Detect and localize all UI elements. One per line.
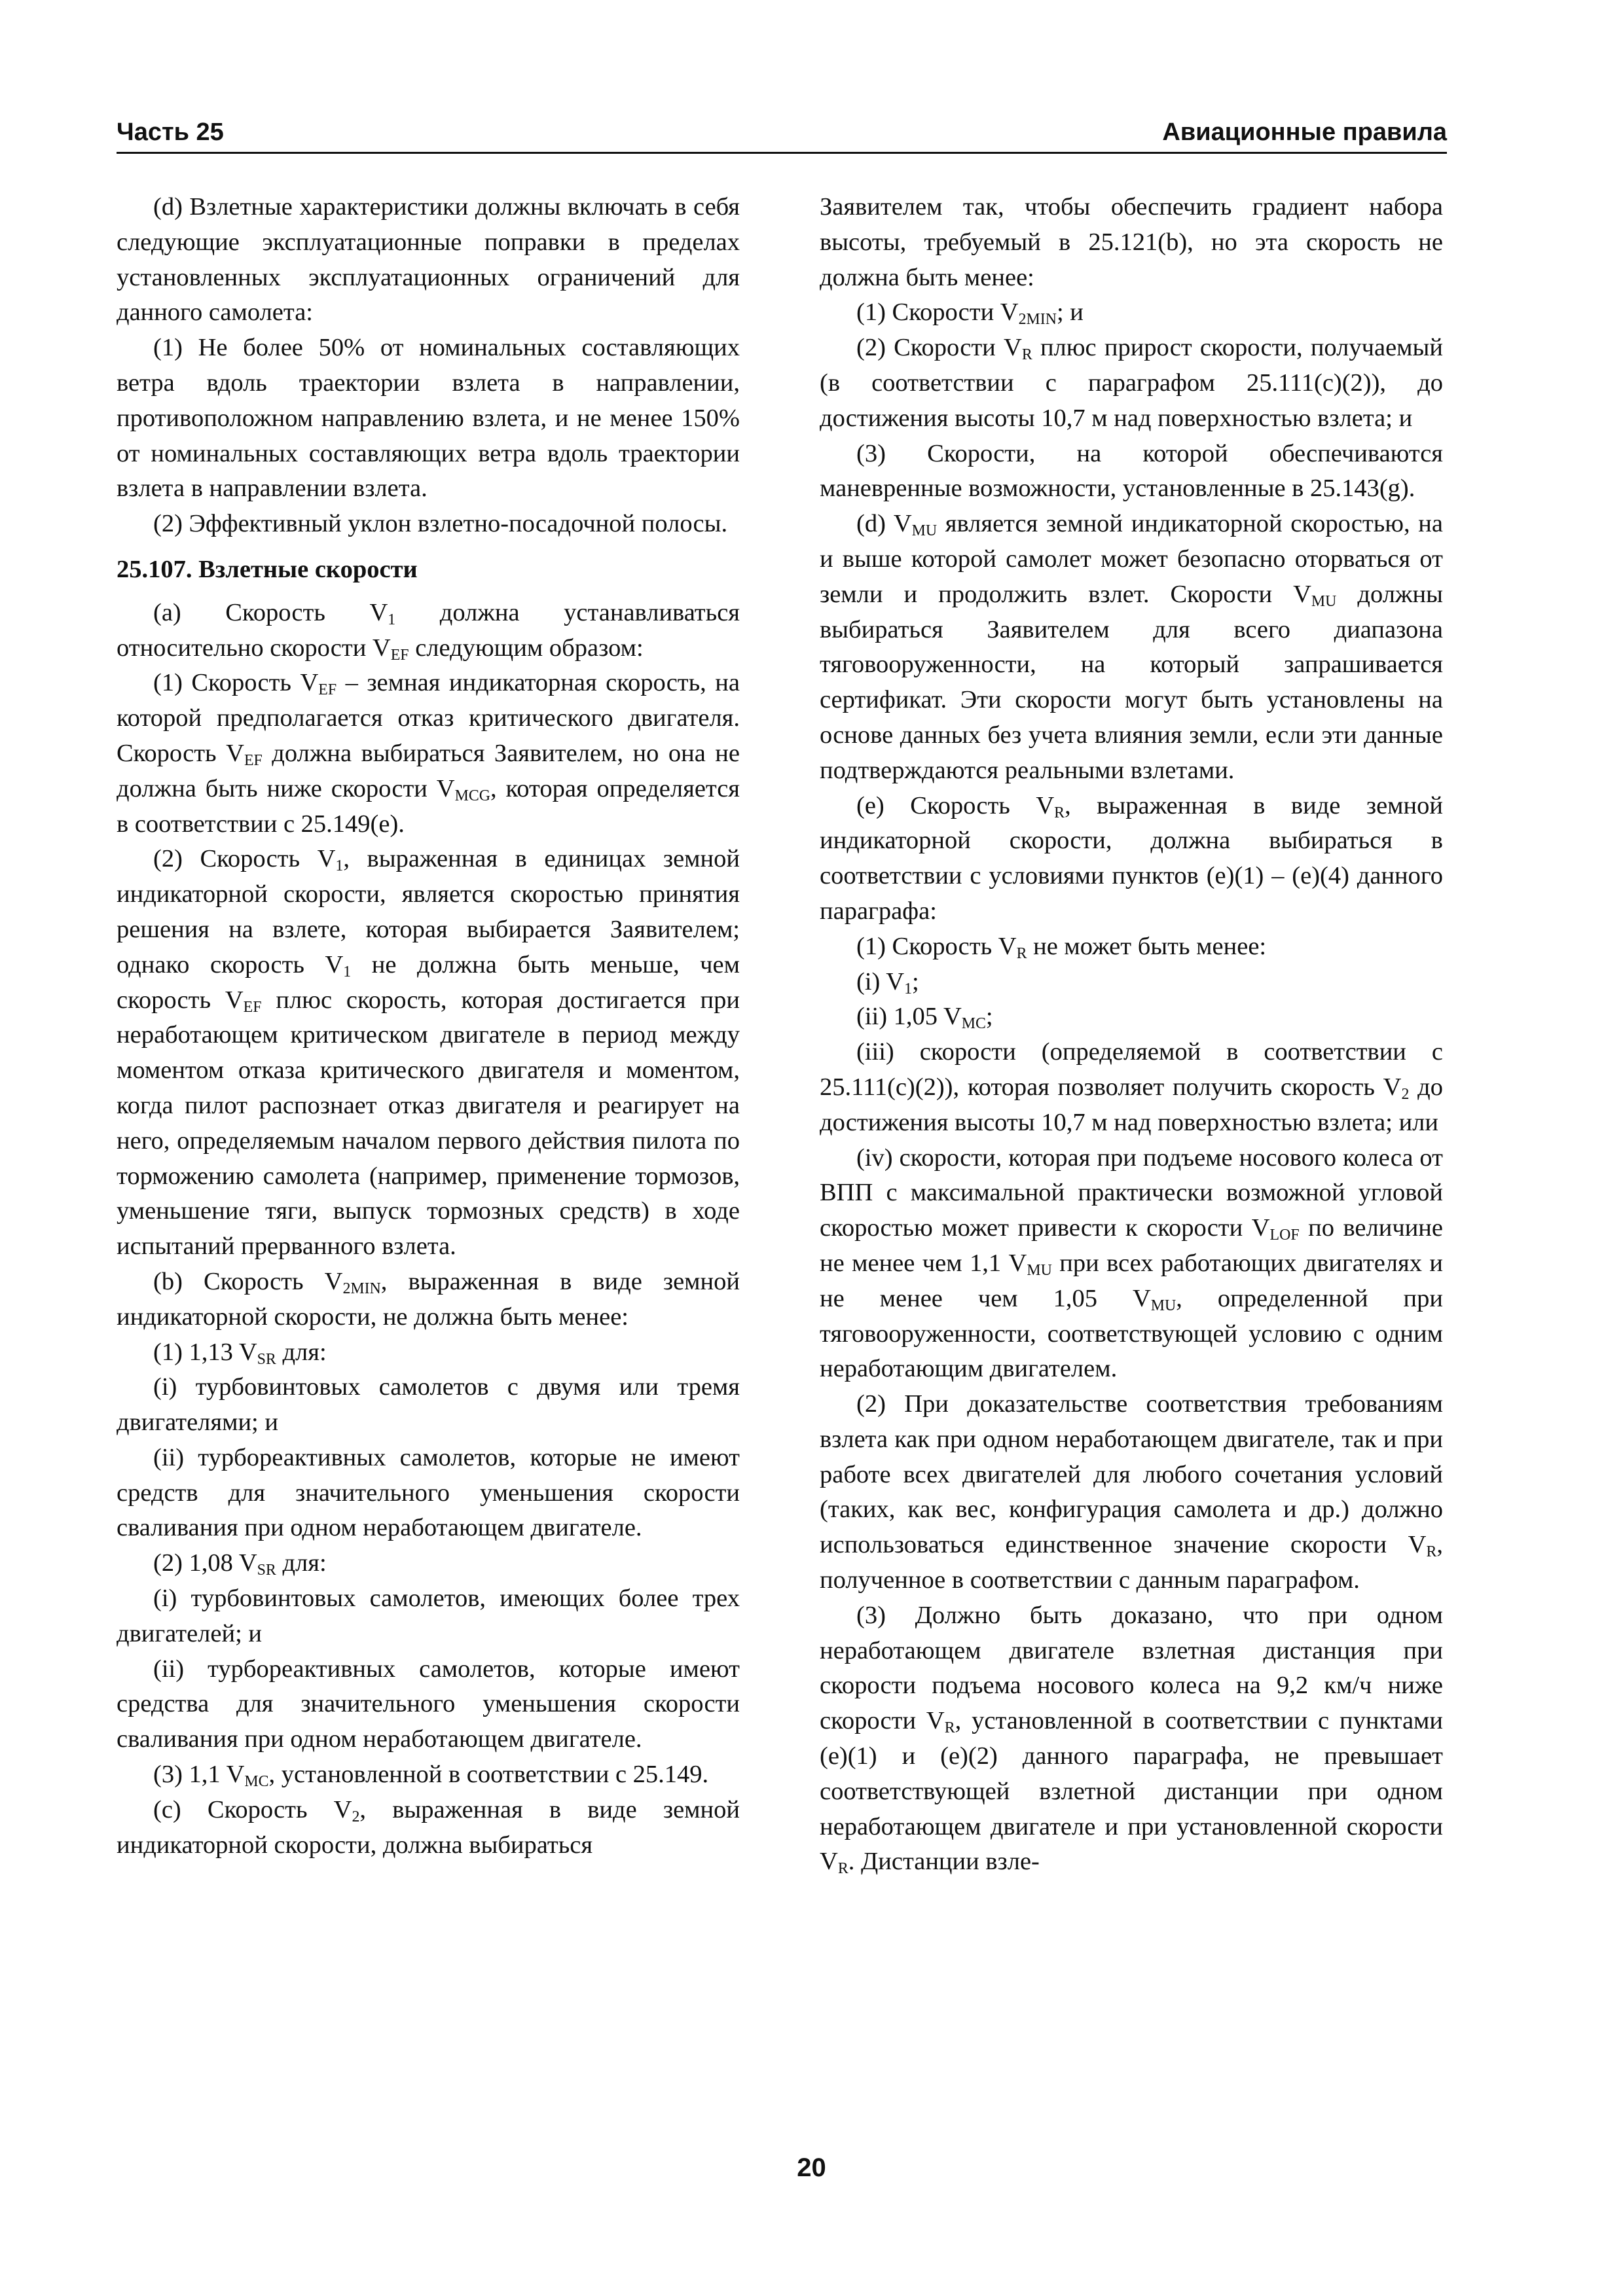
paragraph: (1) 1,13 $V_{SR}$ для:: [153, 1338, 327, 1368]
paragraph: (2) 1,08 $V_{SR}$ для:: [153, 1549, 327, 1579]
section-heading: 25.107. Взлетные скорости: [117, 555, 418, 583]
paragraph: (3) Скорости, на которой обеспечиваются маневренные возможности, установленные в 25.143(g).: [820, 439, 1443, 503]
paragraph: (c) Скорость $V_2$, выраженная в виде земной индикаторной скорости, должна выбираться: [117, 1795, 740, 1859]
paragraph: (1) Не более 50% от номинальных составляющих ветра вдоль траектории взлета в направлении, противоположном направлению взлета, и не менее 150% от номинальных составляющих ветра вдоль траектории взлета в направлении взлета.: [117, 334, 740, 503]
paragraph: (i) $V_1$;: [856, 967, 919, 997]
header-part-label: Часть 25: [117, 118, 224, 146]
paragraph: (ii) турбореактивных самолетов, которые имеют средства для значительного уменьшения скорости сваливания при одном неработающем двигателе.: [117, 1655, 740, 1753]
paragraph: (d) Взлетные характеристики должны включать в себя следующие эксплуатационные поправки в пределах установленных эксплуатационных ограничений для данного самолета:: [117, 193, 740, 327]
paragraph: (3) Должно быть доказано, что при одном неработающем двигателе взлетная дистанция при скорости подъема носового колеса на 9,2 км/ч ниже скорости $V_R$, установленной в соответствии с пунктами (e)(1) и (e)(2) данного параграфа, не превышает соответствующей взлетной дистанции при одном неработающем двигателе и при установленной скорости $V_R$. Дистанции взле-: [820, 1601, 1443, 1878]
paragraph: (3) 1,1 $V_{MC}$, установленной в соответствии с 25.149.: [153, 1761, 709, 1791]
paragraph: (d) $V_{MU}$ является земной индикаторной скоростью, на и выше которой самолет может безопасно оторваться от земли и продолжить взлет. Скорости $V_{MU}$ должны выбираться Заявителем для всего диапазона тяговооруженности, на который запрашивается сертификат. Эти скорости могут быть установлены на основе данных без учета влияния земли, если эти данные подтверждаются реальными взлетами.: [820, 510, 1443, 784]
paragraph: (2) При доказательстве соответствия требованиям взлета как при одном неработающем двигателе, так и при работе всех двигателей для любого сочетания условий (таких, как вес, конфигурация самолета и др.) должно использоваться единственное значение скорости $V_R$, полученное в соответствии с данным параграфом.: [820, 1390, 1443, 1594]
paragraph: (iii) скорости (определяемой в соответствии с 25.111(c)(2)), которая позволяет получить скорость $V_2$ до достижения высоты 10,7 м над поверхностью взлета; или: [820, 1038, 1443, 1136]
paragraph: (i) турбовинтовых самолетов с двумя или тремя двигателями; и: [117, 1373, 740, 1437]
page-number: 20: [797, 2153, 826, 2182]
paragraph: (iv) скорости, которая при подъеме носового колеса от ВПП с максимальной практически возможной угловой скоростью может привести к скорости $V_{LOF}$ по величине не менее чем 1,1 $V_{MU}$ при всех работающих двигателях и не менее чем 1,05 $V_{MU}$, определенной при тяговооруженности, соответствующей условию с одним неработающим двигателем.: [820, 1143, 1443, 1383]
paragraph: (e) Скорость $V_R$, выраженная в виде земной индикаторной скорости, должна выбираться в соответствии с условиями пунктов (e)(1) – (e)(4) данного параграфа:: [820, 791, 1443, 925]
paragraph: (1) Скорость $V_R$ не может быть менее:: [856, 932, 1267, 962]
header-title: Авиационные правила: [1162, 118, 1447, 146]
paragraph: (1) Скорость $V_{EF}$ – земная индикаторная скорость, на которой предполагается отказ критического двигателя. Скорость $V_{EF}$ должна выбираться Заявителем, но она не должна быть ниже скорости $V_{MCG}$, которая определяется в соответствии с 25.149(e).: [117, 669, 740, 838]
left-text-column: [117, 190, 740, 1863]
paragraph: (b) Скорость $V_{2MIN}$, выраженная в виде земной индикаторной скорости, не должна быть менее:: [117, 1267, 740, 1331]
paragraph: (a) Скорость $V_1$ должна устанавливаться относительно скорости $V_{EF}$ следующим образом:: [117, 598, 740, 664]
paragraph: (1) Скорости $V_{2MIN}$; и: [856, 298, 1084, 329]
paragraph: (2) Скорость $V_1$, выраженная в единицах земной индикаторной скорости, является скоростью принятия решения на взлете, которая выбирается Заявителем; однако скорость $V_1$ не должна быть меньше, чем скорость $V_{EF}$ плюс скорость, которая достигается при неработающем критическом двигателе в период между моментом отказа критического двигателя и моментом, когда пилот распознает отказ двигателя и реагирует на него, определяемым началом первого действия пилота по торможению самолета (например, применение тормозов, уменьшение тяги, выпуск тормозных средств) в ходе испытаний прерванного взлета.: [117, 845, 740, 1261]
paragraph: (2) Скорости $V_R$ плюс прирост скорости, получаемый (в соответствии с параграфом 25.111(c)(2)), до достижения высоты 10,7 м над поверхностью взлета; и: [820, 334, 1443, 432]
paragraph: (ii) турбореактивных самолетов, которые не имеют средств для значительного уменьшения скорости сваливания при одном неработающем двигателе.: [117, 1443, 740, 1542]
right-text-column: [820, 190, 1443, 1880]
running-header: [117, 115, 1447, 154]
paragraph: (2) Эффективный уклон взлетно-посадочной полосы.: [153, 510, 728, 538]
paragraph: (ii) 1,05 $V_{MC}$;: [856, 1003, 993, 1033]
paragraph: (i) турбовинтовых самолетов, имеющих более трех двигателей; и: [117, 1585, 740, 1647]
paragraph: Заявителем так, чтобы обеспечить градиент набора высоты, требуемый в 25.121(b), но эта скорость не должна быть менее:: [820, 193, 1443, 291]
